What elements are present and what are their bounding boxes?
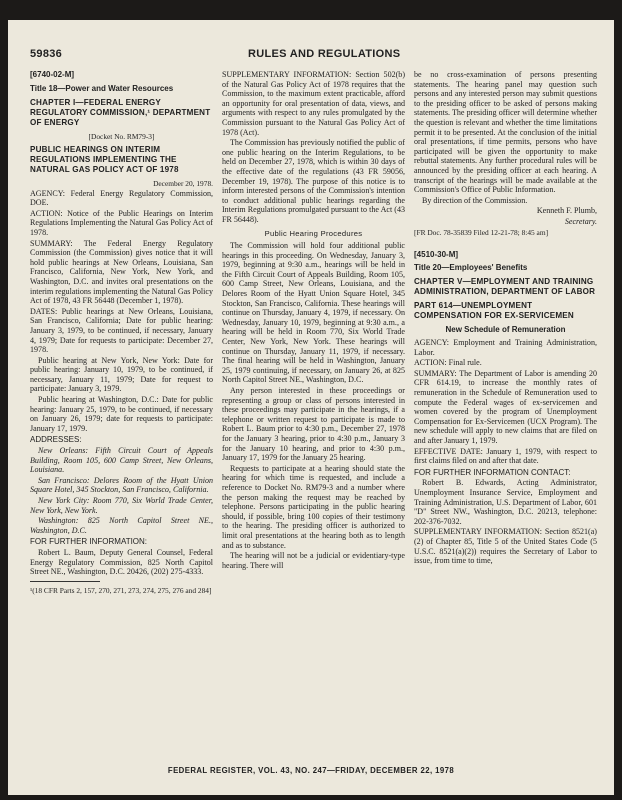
title-heading: Title 18—Power and Water Resources (30, 83, 174, 93)
page-number: 59836 (30, 48, 63, 60)
further-info-contact: Robert L. Baum, Deputy General Counsel, Federal Energy Regulatory Commission, 825 North Capitol Street NE., Washington, D.C. 20426, (202) 275-4333. (30, 547, 213, 577)
chapter-heading-2: CHAPTER V—EMPLOYMENT AND TRAINING ADMINISTRATION, DEPARTMENT OF LABOR (414, 277, 596, 297)
effective-date: EFFECTIVE DATE: January 1, 1979, with respect to first claims filed on and after that date. (414, 446, 597, 466)
hearing-type-paragraph: The hearing will not be a judicial or evidentiary-type hearing. There will (222, 551, 405, 570)
signer-title: Secretary. (564, 216, 597, 226)
participation-paragraph: Any person interested in these proceedings or representing a group or class of persons interested in these proceedings may participate in the hearings, if a telephone or written request to participate is made to Robert L. Baum prior to 4:30 p.m., December 27, 1978 for the January 3 hearing, prior to 4:30 p.m., January 3 for the January 10 hearing, and prior to 4:30 p.m., January 17, 1979 for the January 25 hearing. (222, 386, 405, 463)
signer-name: Kenneth F. Plumb, (536, 206, 597, 216)
address-new-york: New York City: Room 770, Six World Trade Center, New York, New York. (30, 496, 213, 515)
further-info-contact-2: Robert B. Edwards, Acting Administrator, Unemployment Insurance Service, Employment and Training Administration, U.S. Department of Labor, 601 "D" Street NW., Washington, D.C. 20213, telephone: 202-376-7032. (414, 478, 597, 526)
footnote-rule (30, 581, 100, 582)
running-head: RULES AND REGULATIONS (248, 48, 401, 60)
address-new-orleans: New Orleans: Fifth Circuit Court of Appeals Building, Room 105, 600 Camp Street, New Orleans, Louisiana. (30, 446, 213, 475)
further-info-label-2: FOR FURTHER INFORMATION CONTACT: (414, 467, 571, 477)
agency-2: AGENCY: Employment and Training Administration, Labor. (414, 338, 597, 357)
dates-new-york: Public hearing at New York, New York: Date for public hearing: January 10, 1979, to be continued, if necessary, January 11, 1979; Date for request to participate: January 3, 1979. (30, 355, 213, 394)
column-3 (414, 70, 597, 758)
docket-code-2: [4510-30-M] (414, 249, 459, 259)
cross-examination-paragraph: be no cross-examination of persons presenting statements. The hearing panel may question such persons and any interested person may submit questions to the presiding officer to be asked of persons making statements. The presiding officer will determine whether the question is relevant and whether the time limitations permit it to be presented. At the conclusion of the initial oral presentations, if time permits, persons who have participated will be given the opportunity to make rebuttal statements. Any further procedural rules will be announced by the presiding officer at each hearing. A transcript of the hearings will be made available at the Commission's Office of Public Information. (414, 70, 597, 195)
fr-doc-reference: [FR Doc. 78-35839 Filed 12-21-78; 8:45 am] (414, 227, 549, 237)
part-heading: PART 614—UNEMPLOYMENT COMPENSATION FOR EX-SERVICEMEN (414, 301, 574, 321)
addresses-label: ADDRESSES: (30, 435, 82, 445)
requests-paragraph: Requests to participate at a hearing should state the hearing for which time is requested, and include a reference to Docket No. RM79-3 and a number where the person making the request may be reached by telephone. Persons participating in the public hearing should, if possible, bring 100 copies of their testimony to the hearing. The presiding officer is authorized to limit oral presentations at the hearing both as to length and as to substance. (222, 463, 405, 550)
summary: SUMMARY: The Federal Energy Regulatory Commission (the Commission) gives notice that it will hold public hearings at New Orleans, Louisiana, San Francisco, California, New York, New York, and Washington, D.C. and invites oral presentations on the interim regulations implementing the Natural Gas Policy Act of 1978, 43 FR 56448 (December 1, 1978). (30, 238, 213, 306)
docket-code: [6740-02-M] (30, 70, 75, 79)
footnote: ¹(18 CFR Parts 2, 157, 270, 271, 273, 274, 275, 276 and 284] (30, 585, 212, 595)
supplementary-info-2: SUPPLEMENTARY INFORMATION: Section 8521(a)(2) of Chapter 85, Title 5 of the United States Code (5 U.S.C. 8521(a)(2)) requires the Secretary of Labor to issue, from time to time, (414, 527, 597, 566)
dates: DATES: Public hearings at New Orleans, Louisiana, San Francisco, California; Date for public hearing: January 3, 1979, to be continued, if necessary, January 4, 1979; Date for requests to participate: December 27, 1978. (30, 306, 213, 355)
agency: AGENCY: Federal Energy Regulatory Commission, DOE. (30, 188, 213, 208)
further-info-label: FOR FURTHER INFORMATION: (30, 537, 148, 547)
chapter-heading: CHAPTER I—FEDERAL ENERGY REGULATORY COMMISSION,¹ DEPARTMENT OF ENERGY (30, 97, 211, 127)
supplementary-info: SUPPLEMENTARY INFORMATION: Section 502(b) of the Natural Gas Policy Act of 1978 requires that the Commission, to the maximum extent practicable, afford an opportunity for oral presentation of data, views, and arguments with respect to any rules promulgated by the Commission pursuant to the Natural Gas Policy Act of 1978 (Act). (222, 70, 405, 137)
column-2 (222, 70, 405, 758)
page-footer: FEDERAL REGISTER, VOL. 43, NO. 247—FRIDAY, DECEMBER 22, 1978 (167, 766, 455, 775)
column-1 (30, 70, 213, 758)
schedule-subheading: New Schedule of Remuneration (445, 325, 566, 335)
by-direction: By direction of the Commission. (422, 195, 528, 205)
procedures-subheading: Public Hearing Procedures (264, 228, 363, 238)
previous-notice-paragraph: The Commission has previously notified the public of one public hearing on the Interim Regulations, to be held on December 27, 1978, which is within 30 days of the effective date of the regulations (43 FR 59056, December 19, 1978). The purpose of this notice is to inform interested persons of the Commission's intention to conduct additional public hearings regarding the Interim Regulations promulgated pursuant to the Act (43 FR 56448). (222, 138, 405, 224)
action-2: ACTION: Final rule. (414, 358, 482, 368)
dates-washington: Public hearing at Washington, D.C.: Date for public hearing: January 25, 1979, to be continued, if necessary on January 26, 1979; date for requests to participate: January 17, 1979. (30, 395, 213, 433)
notice-date: December 20, 1978. (153, 178, 213, 188)
docket-number: [Docket No. RM79-3] (88, 131, 155, 141)
subject-heading: PUBLIC HEARINGS ON INTERIM REGULATIONS IMPLEMENTING THE NATURAL GAS POLICY ACT OF 1978 (30, 144, 179, 174)
hearing-schedule-paragraph: The Commission will hold four additional public hearings in this proceeding. On Wednesday, January 3, 1979, beginning at 9:30 a.m., hearings will be held in the Fifth Circuit Court of Appeals Building, Room 105, 600 Camp Street, New Orleans, Louisiana, and the Delores Room of the Hyatt Union Square Hotel, 345 Stockton, San Francisco, California. These hearings will continue on Thursday, January 4, 1979, if necessary. On Wednesday, January 10, 1979, beginning at 9:30 a.m., a hearing will be held in Room 770, Six World Trade Center, New York, New York. These hearings will continue on Thursday, January 11, 1979, if necessary. The final hearing will be held in Washington, January 25, 1979 continuing, if necessary, on January 26, at 825 North Capitol Street NE., Washington, D.C. (222, 241, 405, 385)
address-washington: Washington: 825 North Capitol Street NE., Washington, D.C. (30, 516, 213, 535)
title-heading-2: Title 20—Employees' Benefits (414, 263, 528, 273)
action: ACTION: Notice of the Public Hearings on Interim Regulations Implementing the Natural Gas Policy Act of 1978. (30, 208, 213, 237)
summary-2: SUMMARY: The Department of Labor is amending 20 CFR 614.19, to increase the monthly rates of remuneration in the Schedule of Remuneration used to compute the Federal wages of ex-servicemen and women covered by the program of Unemployment Compensation for Ex-Servicemen (UCX Program). The new schedule will apply to new claims that are filed on and after January 1, 1979. (414, 368, 597, 446)
document-page (8, 20, 614, 795)
address-san-francisco: San Francisco: Delores Room of the Hyatt Union Square Hotel, 345 Stockton, San Francisco, California. (30, 475, 213, 495)
